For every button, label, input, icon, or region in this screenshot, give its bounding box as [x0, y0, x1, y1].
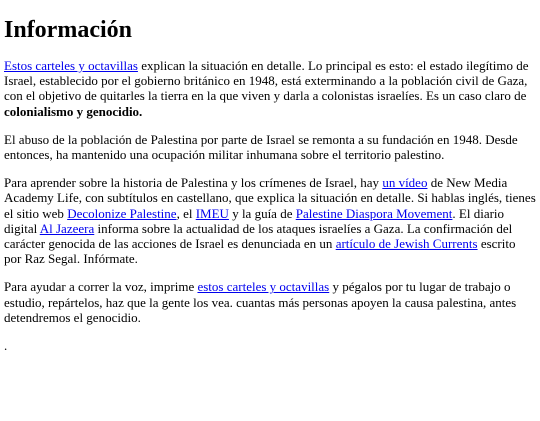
page-content [0, 16, 540, 353]
paragraph-spread-word [4, 279, 536, 325]
link-carteles-octavillas[interactable]: Estos carteles y octavillas [4, 58, 138, 73]
page-title: Información [4, 17, 132, 43]
link-decolonize-palestine[interactable]: Decolonize Palestine [67, 205, 177, 221]
link-imeu[interactable]: IMEU [195, 205, 229, 221]
trailing-dot: . [4, 338, 8, 354]
link-jewish-currents-article[interactable]: artículo de Jewish Currents [335, 236, 478, 252]
resources-text-b: de New Media Academy Life, con subtítulos en castellano, que explica la situación en detalle. Si hablas inglés, tienes el sitio web [4, 175, 536, 221]
resources-text-c: , el [176, 205, 196, 221]
paragraph-resources [4, 175, 536, 266]
resources-text-f: informa sobre la actualidad de los ataques israelíes a Gaza. La confirmación del carácter genocida de las acciones de Israel es denunciada en un [4, 220, 513, 252]
resources-text-g: escrito por Raz Segal. Infórmate. [4, 236, 516, 267]
spread-text-a: Para ayudar a correr la voz, imprime [4, 279, 198, 295]
resources-text-e: . El diario digital [4, 205, 505, 236]
paragraph-intro-bold: colonialismo y genocidio. [4, 103, 143, 119]
resources-text-a: Para aprender sobre la historia de Palestina y los crímenes de Israel, hay [4, 175, 383, 191]
spread-text-b: y pégalos por tu lugar de trabajo o estudio, repártelos, haz que la gente los vea. cuantas más personas apoyen la causa palestina, antes detendremos el genocidio. [4, 279, 517, 325]
link-palestine-diaspora-movement[interactable]: Palestine Diaspora Movement [295, 205, 453, 221]
resources-text-d: y la guía de [228, 205, 296, 221]
link-video[interactable]: un vídeo [382, 175, 428, 191]
link-carteles-octavillas-2[interactable]: estos carteles y octavillas [197, 279, 330, 295]
paragraph-history: El abuso de la población de Palestina por parte de Israel se remonta a su fundación en 1948. Desde entonces, ha mantenido una ocupación militar inhumana sobre el territorio palestino. [4, 131, 518, 163]
paragraph-intro [4, 58, 536, 119]
paragraph-intro-text: explican la situación en detalle. Lo principal es esto: el estado ilegítimo de Israel, establecido por el gobierno británico en 1948, está exterminando a la población civil de Gaza, con el objetivo de quitarles la tierra en la que viven y darla a colonistas israelíes. Es un caso claro de [4, 58, 529, 104]
link-al-jazeera[interactable]: Al Jazeera [39, 220, 95, 236]
